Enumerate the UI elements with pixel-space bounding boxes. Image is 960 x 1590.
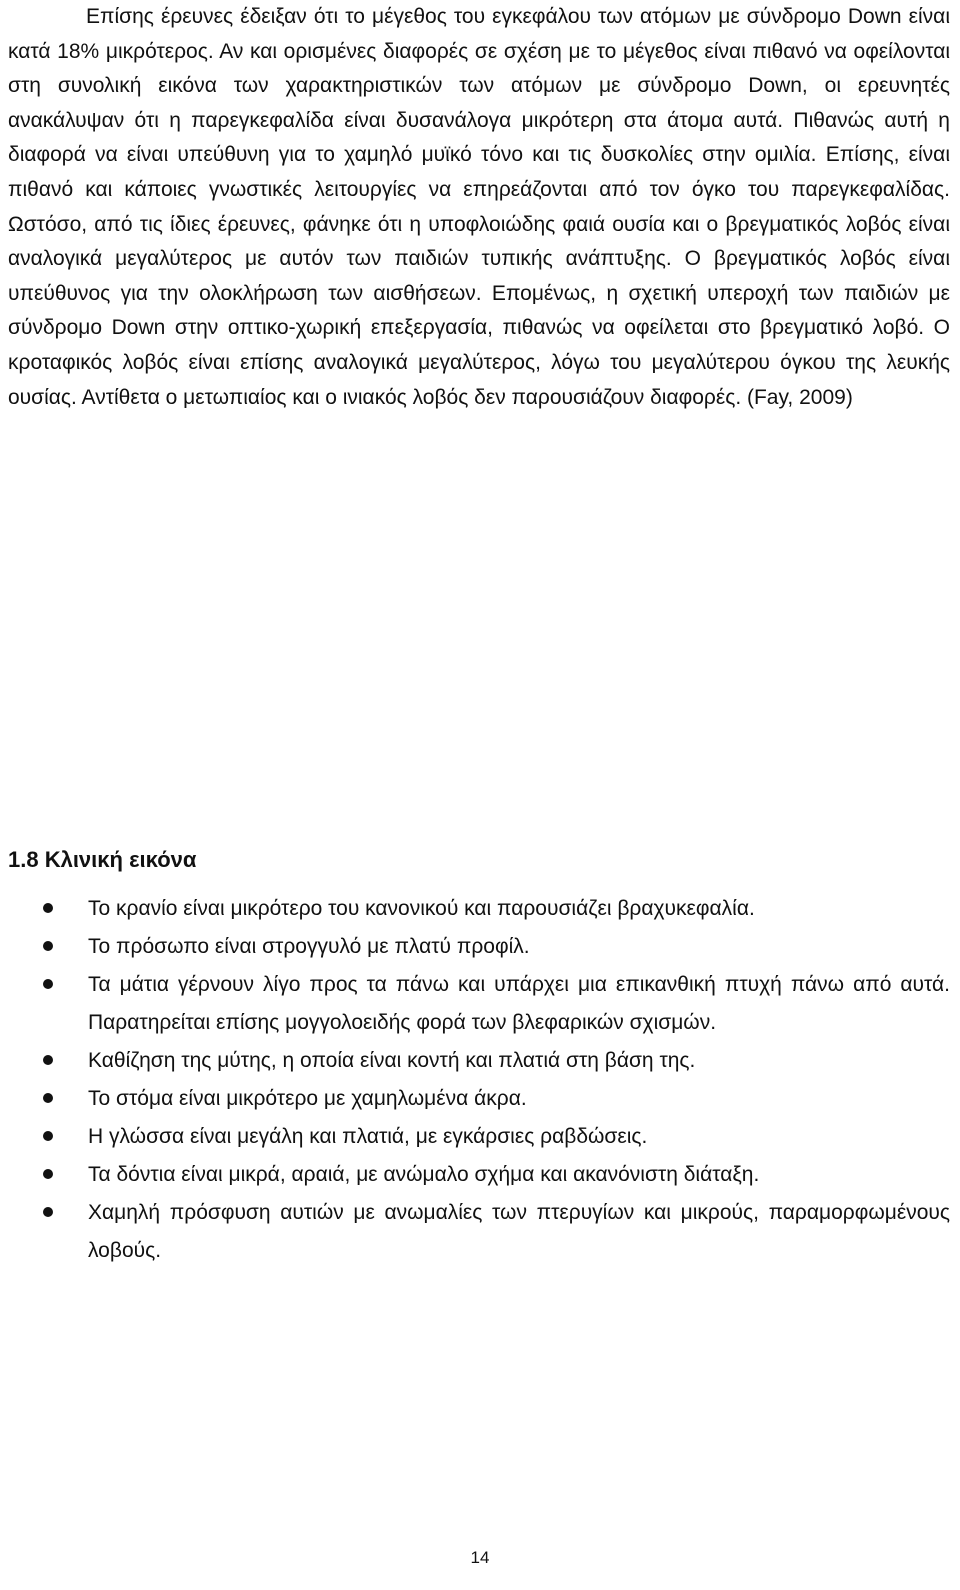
bullet-icon [43, 1169, 53, 1179]
bullet-icon [43, 903, 53, 913]
bullet-icon [43, 1207, 53, 1217]
list-item [0, 890, 950, 928]
bullet-icon [43, 1131, 53, 1141]
list-item-text: Η γλώσσα είναι μεγάλη και πλατιά, με εγκάρσιες ραβδώσεις. [88, 1125, 648, 1148]
list-item [0, 1118, 950, 1156]
list-item [0, 1080, 950, 1118]
list-item-text: Τα δόντια είναι μικρά, αραιά, με ανώμαλο σχήμα και ακανόνιστη διάταξη. [88, 1163, 760, 1186]
list-item-text: Χαμηλή πρόσφυση αυτιών με ανωμαλίες των πτερυγίων και μικρούς, παραμορφωμένους λοβούς. [88, 1201, 950, 1262]
list-item [0, 1042, 950, 1080]
list-item-text: Το στόμα είναι μικρότερο με χαμηλωμένα άκρα. [88, 1087, 527, 1110]
section-heading: 1.8 Κλινική εικόνα [8, 847, 197, 872]
list-item-text: Καθίζηση της μύτης, η οποία είναι κοντή και πλατιά στη βάση της. [88, 1049, 696, 1072]
list-item [0, 1156, 950, 1194]
document-page [8, 0, 950, 415]
bullet-icon [43, 1093, 53, 1103]
page-number: 14 [470, 1548, 490, 1567]
list-item [0, 1194, 950, 1270]
clinical-features-list [0, 890, 950, 1270]
list-item-text: Τα μάτια γέρνουν λίγο προς τα πάνω και υπάρχει μια επικανθική πτυχή πάνω από αυτά. Παρατηρείται επίσης μογγολοειδής φορά των βλεφαρικών σχισμών. [88, 973, 950, 1034]
list-item-text: Το πρόσωπο είναι στρογγυλό με πλατύ προφίλ. [88, 935, 530, 958]
list-item [0, 966, 950, 1042]
bullet-icon [43, 1055, 53, 1065]
bullet-icon [43, 941, 53, 951]
bullet-icon [43, 979, 53, 989]
list-item-text: Το κρανίο είναι μικρότερο του κανονικού και παρουσιάζει βραχυκεφαλία. [88, 897, 755, 920]
body-paragraph: Επίσης έρευνες έδειξαν ότι το μέγεθος του εγκεφάλου των ατόμων με σύνδρομο Down είναι κατά 18% μικρότερος. Αν και ορισμένες διαφορές σε σχέση με το μέγεθος είναι πιθανό να οφείλονται στη συνολική εικόνα των χαρακτηριστικών των ατόμων με σύνδρομο Down, οι ερευνητές ανακάλυψαν ότι η παρεγκεφαλίδα είναι δυσανάλογα μικρότερη στα άτομα αυτά. Πιθανώς αυτή η διαφορά να είναι υπεύθυνη για το χαμηλό μυϊκό τόνο και τις δυσκολίες στην ομιλία. Επίσης, είναι πιθανό και κάποιες γνωστικές λειτουργίες να επηρεάζονται από τον όγκο του παρεγκεφαλίδας. Ωστόσο, από τις ίδιες έρευνες, φάνηκε ότι η υποφλοιώδης φαιά ουσία και ο βρεγματικός λοβός είναι αναλογικά μεγαλύτερος με αυτόν των παιδιών τυπικής ανάπτυξης. Ο βρεγματικός λοβός είναι υπεύθυνος για την ολοκλήρωση των αισθήσεων. Επομένως, η σχετική υπεροχή των παιδιών με σύνδρομο Down στην οπτικο-χωρική επεξεργασία, πιθανώς να οφείλεται στο βρεγματικό λοβό. Ο κροταφικός λοβός είναι επίσης αναλογικά μεγαλύτερος, λόγω του μεγαλύτερου όγκου της λευκής ουσίας. Αντίθετα ο μετωπιαίος και ο ινιακός λοβός δεν παρουσιάζουν διαφορές. (Fay, 2009) [8, 5, 950, 409]
list-item [0, 928, 950, 966]
